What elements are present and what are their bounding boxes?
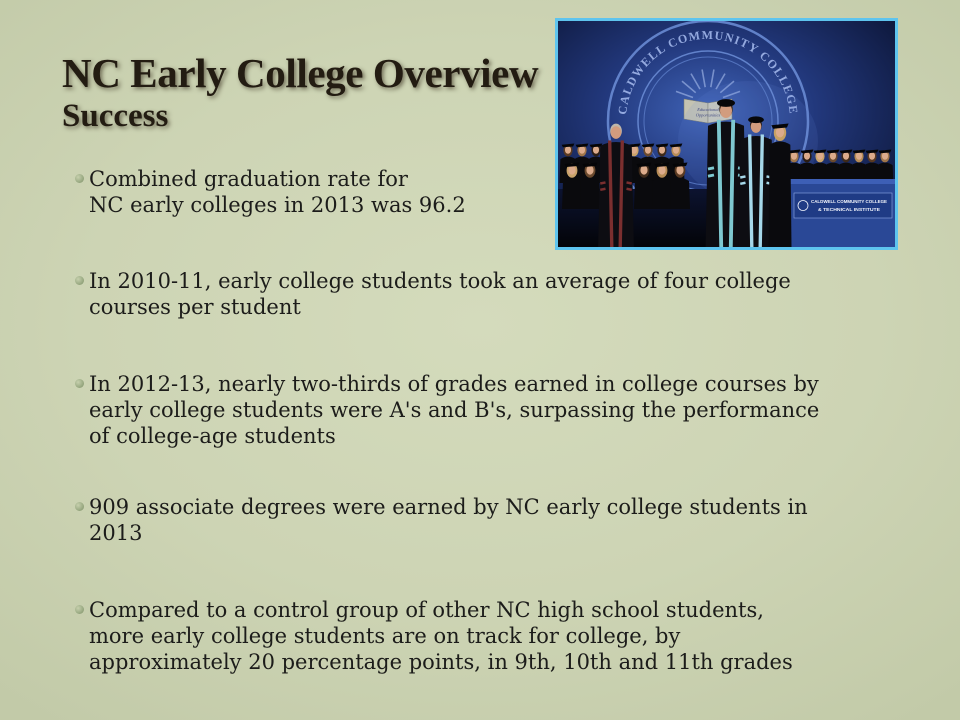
graduate-face [676,165,683,174]
graduate-face [640,165,647,174]
bullet-text-line: approximately 20 percentage points, in 9th, 10th and 11th grades [89,650,793,674]
sign-line-2: & TECHNICAL INSTITUTE [818,207,881,212]
graduate-face [645,146,651,154]
graduate-face [830,152,836,160]
academic-robe [738,136,774,247]
bullet-associate-degrees [71,494,808,546]
graduate-face [791,152,797,160]
bullet-marker [75,605,84,614]
doctoral-tam [748,116,764,123]
college-sign [794,193,892,218]
graduate-face [843,152,849,160]
graduate-face [593,146,599,154]
bullet-text-line: early college students were A's and B's, surpassing the performance [89,398,820,422]
academic-robe [598,142,634,247]
graduate-face [568,165,575,174]
bullet-text-line: NC early colleges in 2013 was 96.2 [89,193,466,217]
bullet-marker [75,379,84,388]
bullet-control-group [71,597,793,675]
graduation-gown [769,141,792,247]
book-text-line-2: Opportunities [695,112,721,118]
table-top-edge [784,179,895,184]
bullet-text-line: 2013 [89,521,143,545]
official-face [611,126,622,139]
graduate-face [586,165,593,174]
bullet-graduation-rate [71,166,466,218]
graduate-face [817,152,823,160]
graduate-face [565,146,571,154]
seal-text-path: CALDWELL COMMUNITY COLLEGE [615,27,801,116]
bullet-marker [75,174,84,183]
bullet-college-courses [71,268,791,320]
bullet-text-line: of college-age students [89,424,336,448]
bullet-marker [75,502,84,511]
graduation-gown [562,178,582,209]
graduation-gown [652,178,672,209]
graduate-face [856,152,862,160]
slide-subtitle: Success [62,98,169,134]
bullet-text-line: Combined graduation rate for [89,167,408,191]
doctoral-tam [717,99,735,107]
bullet-text-line: In 2010-11, early college students took an average of four college [89,269,791,293]
bullet-text-line: Compared to a control group of other NC high school students, [89,598,764,622]
graduate-face [579,146,585,154]
graduate-face [869,152,875,160]
podium-table [784,179,895,247]
graduate-face [882,152,888,160]
graduate-face [658,165,665,174]
graduate-face [659,146,665,154]
bullet-text-line: In 2012-13, nearly two-thirds of grades earned in college courses by [89,372,819,396]
sign-line-1: CALDWELL COMMUNITY COLLEGE [811,199,888,204]
graduation-photo [555,18,898,250]
slide-title: NC Early College Overview [62,50,539,96]
graduation-scene [558,21,895,247]
graduation-gown [580,178,600,209]
graduate-face [673,146,679,154]
bullet-text-line: more early college students are on track for college, by [89,624,681,648]
graduate-face [776,127,784,138]
graduation-gown [634,178,654,209]
book-text-line-1: Educational [697,107,719,112]
bullet-text-line: courses per student [89,295,301,319]
bullet-grades [71,371,819,449]
bullet-marker [75,276,84,285]
graduate-face [804,152,810,160]
bullet-text-line: 909 associate degrees were earned by NC early college students in [89,495,808,519]
graduation-gown [670,178,690,209]
